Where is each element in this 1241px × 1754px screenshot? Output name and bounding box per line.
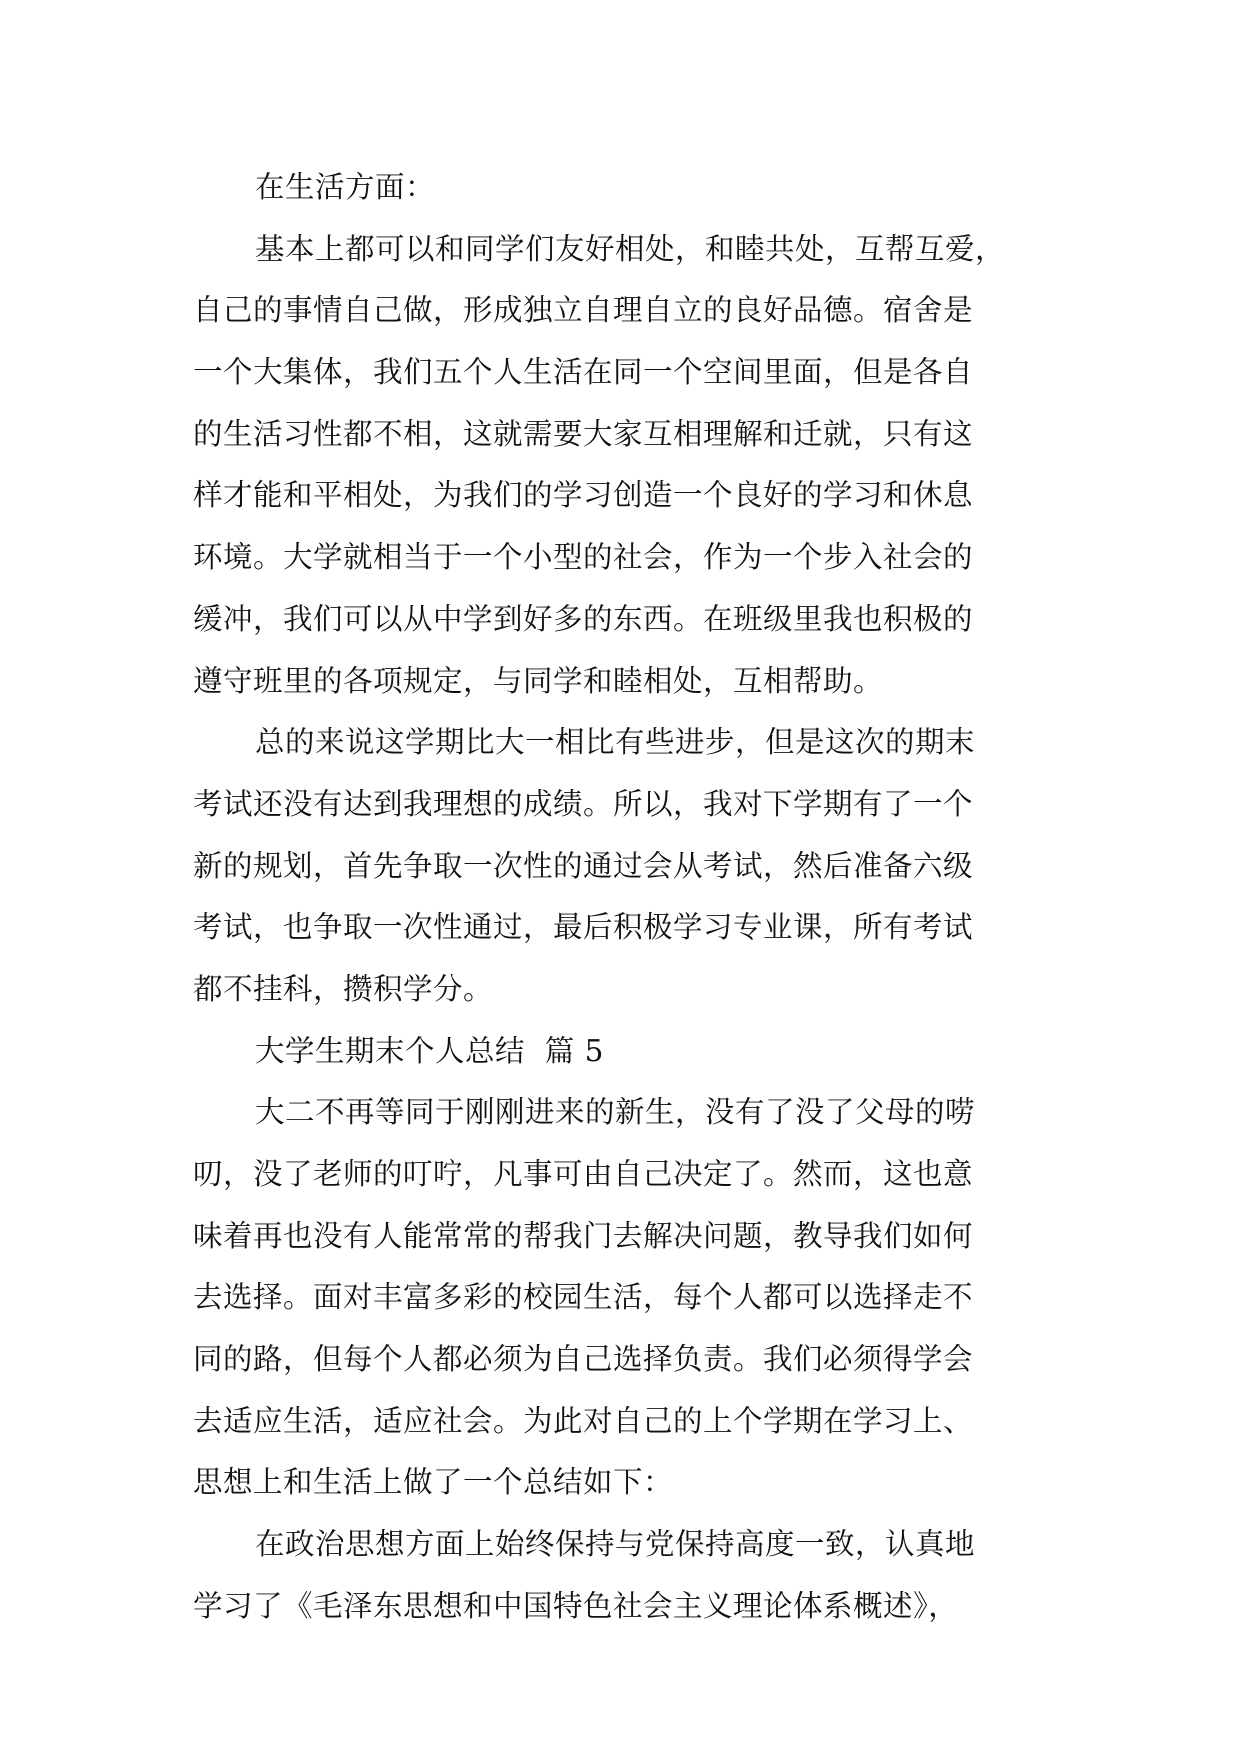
text-line: 在生活方面： xyxy=(255,170,436,204)
text-line: 环境。大学就相当于一个小型的社会，作为一个步入社会的 xyxy=(193,540,974,575)
text-line: 一个大集体，我们五个人生活在同一个空间里面，但是各自 xyxy=(193,355,974,390)
text-line: 大二不再等同于刚刚进来的新生，没有了没了父母的唠 xyxy=(255,1095,976,1130)
text-line: 叨，没了老师的叮咛，凡事可由自己决定了。然而，这也意 xyxy=(193,1157,974,1191)
text-line: 大学生期末个人总结 篇 5 xyxy=(255,1033,604,1068)
text-line: 都不挂科，攒积学分。 xyxy=(193,971,494,1006)
text-line: 样才能和平相处，为我们的学习创造一个良好的学习和休息 xyxy=(193,478,974,513)
text-line: 学习了《毛泽东思想和中国特色社会主义理论体系概述》， xyxy=(193,1588,959,1623)
text-line: 基本上都可以和同学们友好相处，和睦共处，互帮互爱， xyxy=(255,231,1006,266)
text-line: 思想上和生活上做了一个总结如下： xyxy=(193,1465,674,1500)
text-line: 新的规划，首先争取一次性的通过会从考试，然后准备六级 xyxy=(193,848,974,883)
text-line: 考试还没有达到我理想的成绩。所以，我对下学期有了一个 xyxy=(193,786,974,821)
document-body xyxy=(193,157,1063,1638)
text-line: 去适应生活，适应社会。为此对自己的上个学期在学习上、 xyxy=(193,1403,974,1438)
text-line: 考试，也争取一次性通过，最后积极学习专业课，所有考试 xyxy=(193,910,974,945)
text-line: 总的来说这学期比大一相比有些进步，但是这次的期末 xyxy=(255,725,976,760)
text-line: 味着再也没有人能常常的帮我门去解决问题，教导我们如何 xyxy=(193,1218,974,1253)
text-line: 去选择。面对丰富多彩的校园生活，每个人都可以选择走不 xyxy=(193,1280,974,1315)
text-line: 遵守班里的各项规定，与同学和睦相处，互相帮助。 xyxy=(193,663,884,698)
text-line: 缓冲，我们可以从中学到好多的东西。在班级里我也积极的 xyxy=(193,601,974,636)
text-line: 在政治思想方面上始终保持与党保持高度一致，认真地 xyxy=(255,1527,976,1562)
text-line: 自己的事情自己做，形成独立自理自立的良好品德。宿舍是 xyxy=(193,293,974,328)
text-line: 的生活习性都不相，这就需要大家互相理解和迁就，只有这 xyxy=(193,416,974,451)
text-line: 同的路，但每个人都必须为自己选择负责。我们必须得学会 xyxy=(193,1342,974,1377)
